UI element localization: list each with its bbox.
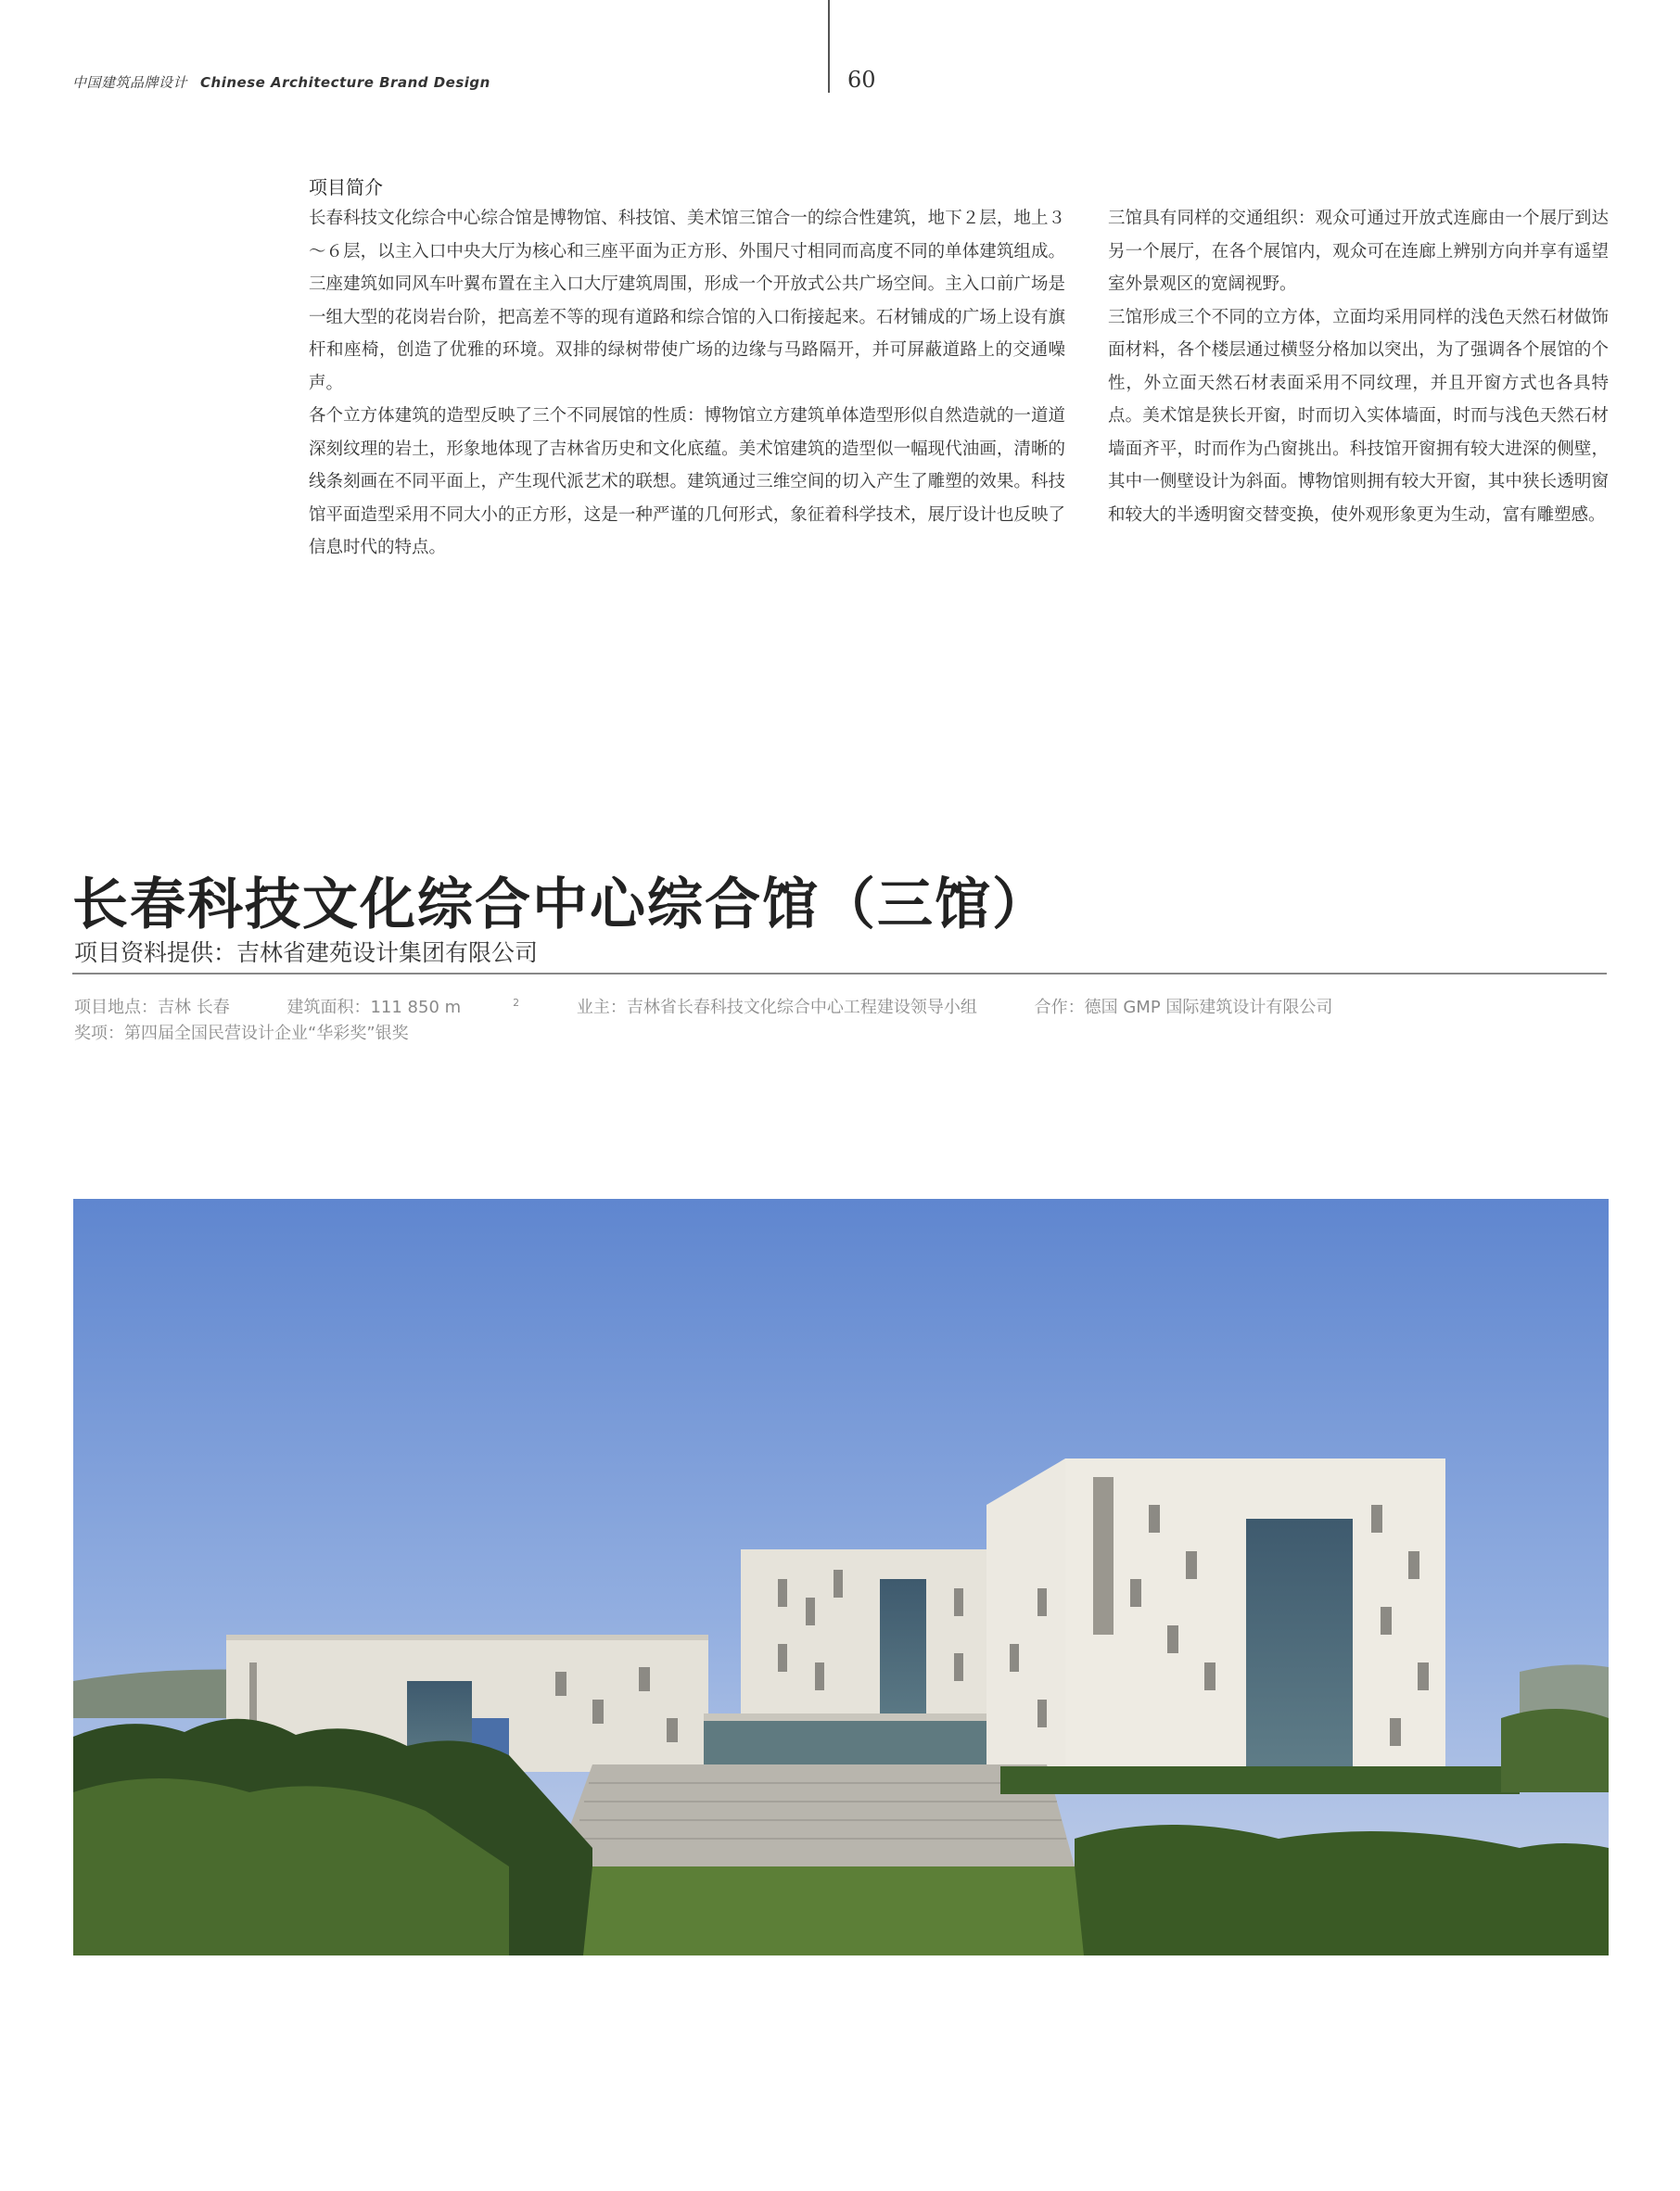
intro-paragraph: 各个立方体建筑的造型反映了三个不同展馆的性质：博物馆立方建筑单体造型形似自然造就的一道道深刻纹理的岩土，形象地体现了吉林省历史和文化底蕴。美术馆建筑的造型似一幅现代油画，清晰的线条刻画在不同平面上，产生现代派艺术的联想。建筑通过三维空间的切入产生了雕塑的效果。科技馆平面造型采用不同大小的正方形，这是一种严谨的几何形式，象征着科学技术，展厅设计也反映了信息时代的特点。 <box>309 406 1065 557</box>
project-provider: 项目资料提供：吉林省建苑设计集团有限公司 <box>74 939 539 966</box>
area-unit-superscript: 2 <box>513 997 520 1009</box>
project-location: 项目地点：吉林 长春 <box>74 998 230 1017</box>
intro-column-left <box>309 202 1065 565</box>
plaza-steps <box>555 1764 1075 1866</box>
title-divider <box>72 973 1607 974</box>
publication-header <box>72 72 490 92</box>
publication-name-en: Chinese Architecture Brand Design <box>200 74 490 91</box>
publication-name-cn: 中国建筑品牌设计 <box>72 74 188 91</box>
project-area <box>286 998 519 1017</box>
intro-paragraph: 长春科技文化综合中心综合馆是博物馆、科技馆、美术馆三馆合一的综合性建筑，地下２层，地上３～６层，以主入口中央大厅为核心和三座平面为正方形、外围尺寸相同而高度不同的单体建筑组成。三座建筑如同风车叶翼布置在主入口大厅建筑周围，形成一个开放式公共广场空间。主入口前广场是一组大型的花岗岩台阶，把高差不等的现有道路和综合馆的入口衔接起来。石材铺成的广场上设有旗杆和座椅，创造了优雅的环境。双排的绿树带使广场的边缘与马路隔开，并可屏蔽道路上的交通噪声。 <box>309 209 1065 393</box>
project-owner: 业主：吉林省长春科技文化综合中心工程建设领导小组 <box>576 998 977 1017</box>
page-number: 60 <box>847 67 876 93</box>
lawn <box>583 1866 1084 1955</box>
header-divider <box>828 0 830 93</box>
project-title: 长春科技文化综合中心综合馆（三馆） <box>72 873 1050 937</box>
project-meta-row <box>74 994 1384 1018</box>
intro-column-right <box>1108 202 1609 531</box>
building-photo <box>73 1199 1609 1955</box>
intro-paragraph: 三馆具有同样的交通组织：观众可通过开放式连廊由一个展厅到达另一个展厅，在各个展馆内，观众可在连廊上辨别方向并享有遥望室外景观区的宽阔视野。 <box>1108 209 1609 294</box>
intro-paragraph: 三馆形成三个不同的立方体，立面均采用同样的浅色天然石材做饰面材料，各个楼层通过横竖分格加以突出，为了强调各个展馆的个性，外立面天然石材表面采用不同纹理，并且开窗方式也各具特点。美术馆是狭长开窗，时而切入实体墙面，时而与浅色天然石材墙面齐平，时而作为凸窗挑出。科技馆开窗拥有较大进深的侧壁，其中一侧壁设计为斜面。博物馆则拥有较大开窗，其中狭长透明窗和较大的半透明窗交替变换，使外观形象更为生动，富有雕塑感。 <box>1108 307 1609 525</box>
hedge <box>1000 1766 1520 1794</box>
project-partner: 合作：德国 GMP 国际建筑设计有限公司 <box>1034 998 1333 1017</box>
project-award: 奖项：第四届全国民营设计企业“华彩奖”银奖 <box>74 1024 409 1043</box>
project-area-value: 建筑面积：111 850 m <box>286 998 462 1017</box>
intro-heading: 项目简介 <box>309 176 383 198</box>
